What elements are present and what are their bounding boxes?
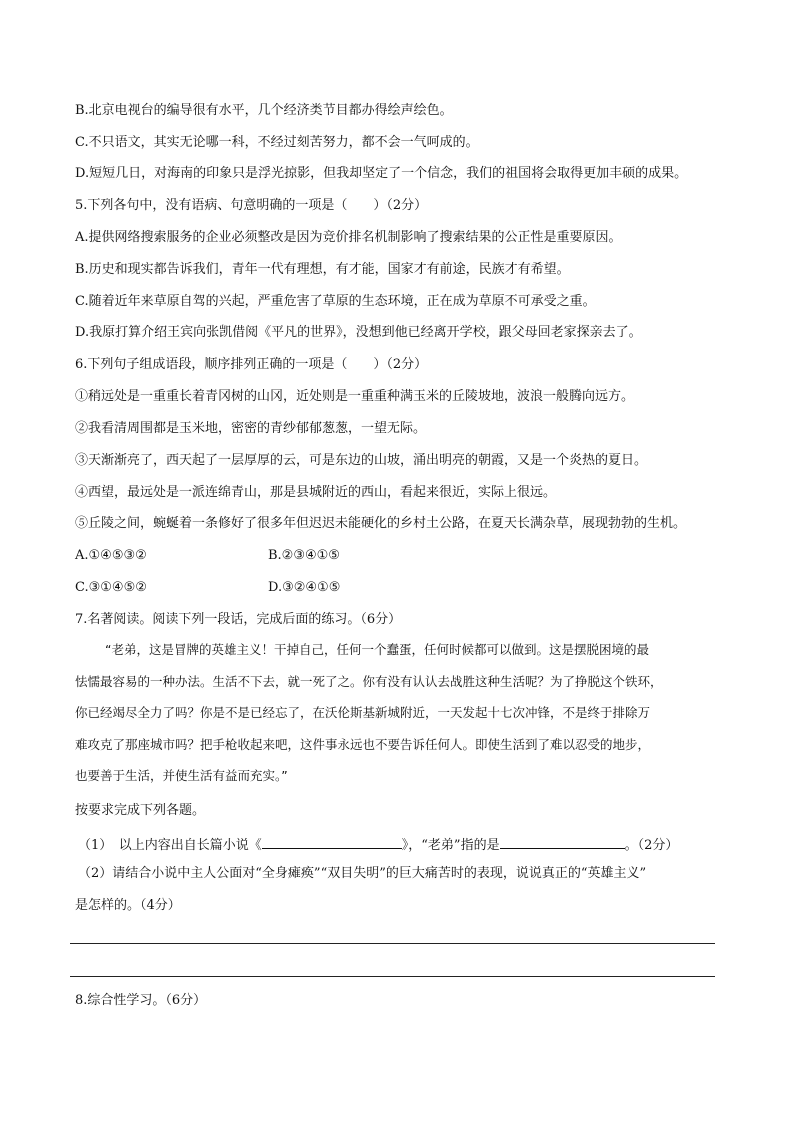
question-6-option-c: C.③①④⑤② bbox=[75, 580, 147, 595]
question-5-stem: 5.下列各句中，没有语病、句意明确的一项是（ ）（2分） bbox=[75, 198, 428, 213]
sub-question-1-middle: 》，“老弟”指的是 bbox=[401, 838, 500, 853]
passage-line: 你已经竭尽全力了吗？你是不是已经忘了，在沃伦斯基新城附近，一天发起十七次冲锋，不是终于排除万 bbox=[75, 705, 651, 720]
question-7-stem: 7.名著阅读。阅读下列一段话，完成后面的练习。（6分） bbox=[75, 612, 402, 627]
sub-question-1-suffix: 。（2分） bbox=[624, 838, 679, 853]
answer-line[interactable] bbox=[70, 976, 715, 977]
question-6-option-b: B.②③④①⑤ bbox=[268, 548, 340, 563]
passage-line: 怯懦最容易的一种办法。生活不下去，就一死了之。你有没有认认去战胜这种生活呢？为了挣脱这个铁环， bbox=[75, 673, 663, 689]
question-6-sentence-4: ④西望，最远处是一派连绵青山，那是县城附近的西山，看起来很近，实际上很远。 bbox=[75, 485, 557, 500]
question-6-sentence-5: ⑤丘陵之间，蜿蜒着一条修好了很多年但迟迟未能硬化的乡村土公路，在夏天长满杂草，展现勃勃的生机。 bbox=[75, 516, 687, 531]
question-5-option-d: D.我原打算介绍王宾向张凯借阅《平凡的世界》，没想到他已经离开学校，跟父母回老家探亲去了。 bbox=[75, 325, 642, 340]
sub-question-1-prefix: （1） 以上内容出自长篇小说《 bbox=[78, 838, 262, 853]
question-8-stem: 8.综合性学习。（6分） bbox=[75, 993, 207, 1008]
laodi-identity-blank[interactable] bbox=[500, 835, 625, 849]
question-6-sentence-2: ②我看清周围都是玉米地，密密的青纱郁郁葱葱，一望无际。 bbox=[75, 421, 427, 436]
question-6-option-a: A.①④⑤③② bbox=[75, 548, 147, 563]
answer-line[interactable] bbox=[70, 943, 715, 944]
sub-question-2-line-2: 是怎样的。（4分） bbox=[75, 898, 181, 913]
question-4-option-c: C.不只语文，其实无论哪一科，不经过刻苦努力，都不会一气呵成的。 bbox=[75, 135, 479, 150]
passage-line: 也要善于生活，并使生活有益而充实。” bbox=[75, 768, 288, 783]
question-5-option-a: A.提供网络搜索服务的企业必须整改是因为竞价排名机制影响了搜索结果的公正性是重要原因。 bbox=[75, 230, 622, 245]
passage-line: 难攻克了那座城市吗？把手枪收起来吧，这件事永远也不要告诉任何人。即使生活到了难以忍受的地步， bbox=[75, 736, 651, 752]
novel-title-blank[interactable] bbox=[262, 835, 402, 849]
passage-line: “老弟，这是冒牌的英雄主义！干掉自己，任何一个蠢蛋，任何时候都可以做到。这是摆脱困境的最 bbox=[105, 642, 649, 657]
question-4-option-d: D.短短几日，对海南的印象只是浮光掠影，但我却坚定了一个信念，我们的祖国将会取得更加丰硕的成果。 bbox=[75, 166, 688, 181]
question-6-stem: 6.下列句子组成语段，顺序排列正确的一项是（ ）（2分） bbox=[75, 357, 428, 372]
question-6-option-d: D.③②④①⑤ bbox=[268, 580, 341, 595]
question-5-option-c: C.随着近年来草原自驾的兴起，严重危害了草原的生态环境，正在成为草原不可承受之重。 bbox=[75, 294, 596, 309]
sub-question-1 bbox=[78, 835, 678, 854]
question-6-sentence-3: ③天渐渐亮了，西天起了一层厚厚的云，可是东边的山坡，涌出明亮的朝霞，又是一个炎热的夏日。 bbox=[75, 453, 648, 468]
reading-passage bbox=[75, 634, 725, 792]
question-4-option-b: B.北京电视台的编导很有水平，几个经济类节目都办得绘声绘色。 bbox=[75, 103, 453, 118]
question-6-sentence-1: ①稍远处是一重重长着青冈树的山冈，近处则是一重重种满玉米的丘陵坡地，波浪一般腾向远方。 bbox=[75, 389, 635, 404]
question-5-option-b: B.历史和现实都告诉我们，青年一代有理想，有才能，国家才有前途，民族才有希望。 bbox=[75, 262, 570, 277]
sub-question-2-line-1: （2）请结合小说中主人公面对“全身瘫痪”“双目失明”的巨大痛苦时的表现，说说真正的“英雄主义” bbox=[78, 866, 647, 881]
task-instruction: 按要求完成下列各题。 bbox=[75, 803, 206, 818]
